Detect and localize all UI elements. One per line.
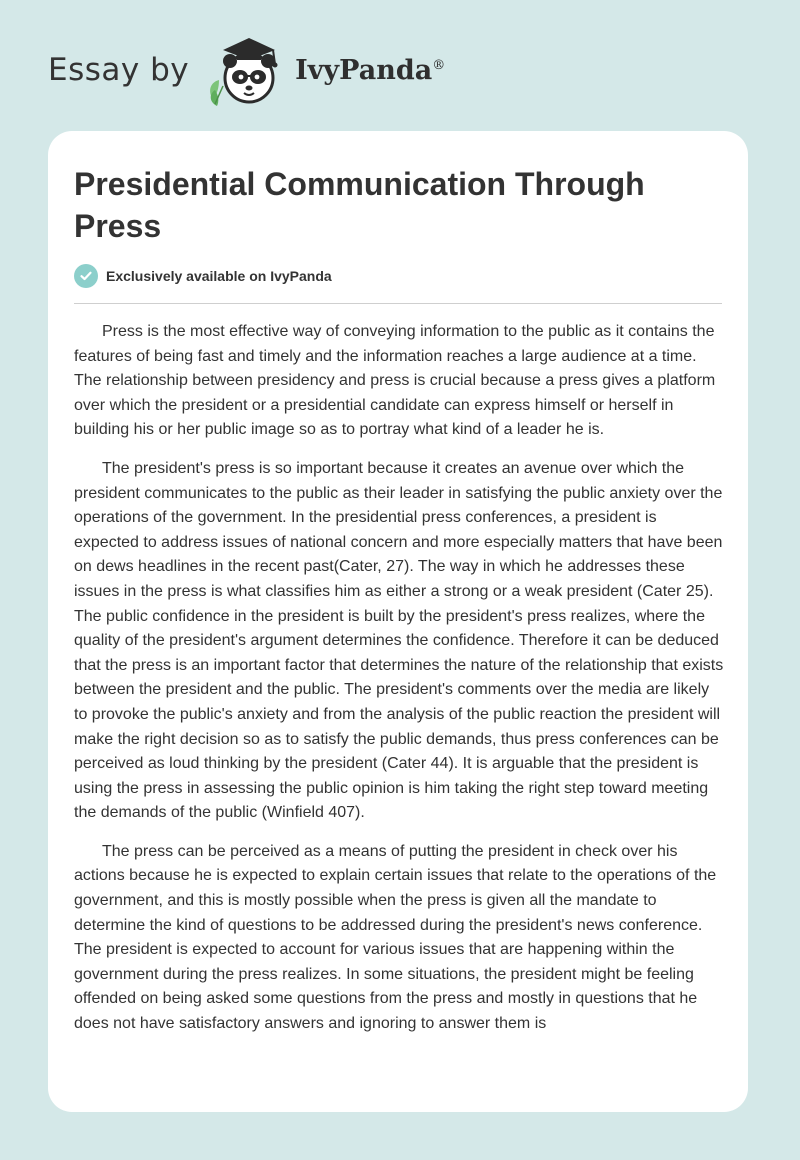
essay-card: [48, 131, 748, 1112]
brand-name: [295, 55, 445, 86]
brand-name-text: IvyPanda: [295, 54, 433, 86]
paragraph: The president's press is so important because it creates an avenue over which the president communicates to the public as their leader in satisfying the public anxiety over the operations of the government. In the presidential press conferences, a president is expected to address issues of national concern and more especially matters that have been on dews headlines in the recent past(Cater, 27). The way in which he addresses these issues in the press is what classifies him as either a strong or a weak president (Cater 25). The public confidence in the president is built by the president's press realizes, where the quality of the president's argument determines the confidence. Therefore it can be deduced that the press is an important factor that determines the nature of the relationship that exists between the president and the public. The president's comments over the media are likely to provoke the public's anxiety and from the analysis of the public reaction the president will make the right decision so as to satisfy the public demands, thus press conferences can be perceived as loud thinking by the president (Cater 44). It is arguable that the president is using the press in assessing the public opinion is him taking the right step toward meeting the demands of the public (Winfield 407).: [74, 459, 724, 822]
brand-logo[interactable]: [48, 30, 445, 110]
check-circle-icon: [74, 264, 98, 288]
registered-mark: ®: [432, 57, 446, 73]
panda-graduate-icon: [203, 30, 289, 110]
exclusive-badge: [74, 264, 332, 288]
paragraph: Press is the most effective way of conveying information to the public as it contains the features of being fast and timely and the information reaches a large audience at a time. The relationship between presidency and press is crucial because a press gives a platform over which the president or a presidential candidate can express himself or herself in building his or her public image so as to portray what kind of a leader he is.: [74, 323, 716, 439]
exclusive-label: Exclusively available on IvyPanda: [106, 268, 332, 284]
essay-body: [74, 320, 724, 1051]
divider: [74, 303, 722, 304]
paragraph: The press can be perceived as a means of putting the president in check over his actions because he is expected to explain certain issues that relate to the operations of the government, and this is mostly possible when the press is given all the mandate to determine the kind of questions to be addressed during the president's news conference. The president is expected to account for various issues that are happening within the government during the press realizes. In some situations, the president might be feeling offended on being asked some questions from the press and mostly in questions that he does not have satisfactory answers and ignoring to answer them is: [74, 842, 717, 1033]
page-title: Presidential Communication Through Press: [74, 166, 645, 244]
brand-prefix: Essay by: [48, 52, 190, 88]
